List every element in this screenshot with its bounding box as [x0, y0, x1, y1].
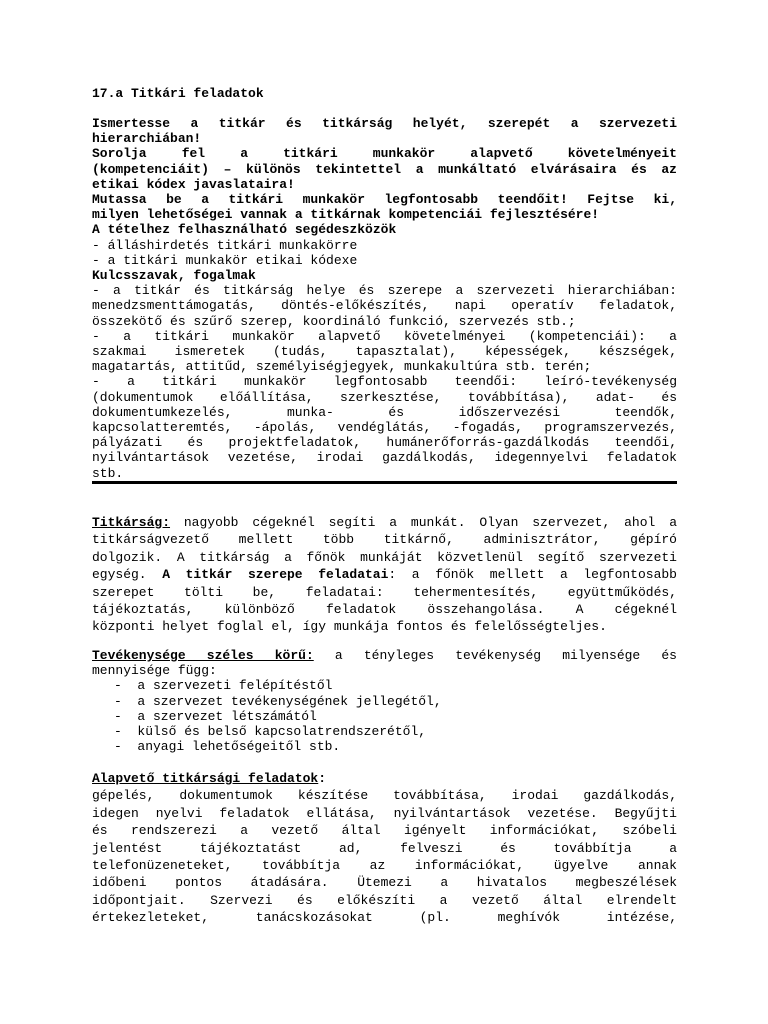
section-divider	[92, 481, 677, 484]
text-line: mennyisége függ:	[92, 663, 217, 679]
text-line: jelentést tájékoztatást ad, felveszi és továbbítja a	[92, 840, 677, 856]
term-basic-tasks: Alapvető titkársági feladatok	[92, 771, 319, 786]
text-line: dokumentumkezelés, munka- és időszervezési teendők,	[92, 404, 677, 420]
text-line	[92, 566, 677, 583]
text-line: szakmai ismeretek (tudás, tapasztalat), képességek, készségek,	[92, 344, 677, 360]
list-item: - a szervezet létszámától	[114, 708, 317, 724]
text-line: és rendszerezi a vezető által igényelt információkat, szóbeli	[92, 823, 677, 839]
keywords-heading: Kulcsszavak, fogalmak	[92, 268, 256, 284]
list-item: - külső és belső kapcsolatrendszerétől,	[114, 724, 427, 740]
tools-item: - a titkári munkakör etikai kódexe	[92, 252, 358, 268]
text-line: idegen nyelvi feladatok ellátása, nyilvántartások vezetése. Begyűjti	[92, 805, 677, 821]
text-line: tájékoztatás, különböző feladatok összehangolása. A cégeknél	[92, 602, 677, 618]
keywords-list	[92, 283, 677, 481]
text-line: titkárságvezető mellett több titkárnő, adminisztrátor, gépíró	[92, 532, 677, 548]
document-title: 17.a Titkári feladatok	[92, 86, 264, 101]
text-line: etikai kódex javaslataira!	[92, 176, 295, 192]
text-line: gépelés, dokumentumok készítése továbbítása, irodai gazdálkodás,	[92, 788, 677, 804]
text-line: időbeni pontos átadására. Ütemezi a hivatalos megbeszélések	[92, 875, 677, 891]
text-line: központi helyet foglal el, így munkája fontos és felelősségteljes.	[92, 619, 607, 635]
text-run: nagyobb cégeknél segíti a munkát. Olyan szervezet, ahol a	[170, 515, 677, 530]
text-line: - a titkári munkakör legfontosabb teendői: leíró-tevékenység	[92, 374, 677, 390]
text-run: :	[318, 771, 327, 786]
text-line: stb.	[92, 465, 124, 481]
text-line: - a titkár és titkárság helye és szerepe a szervezeti hierarchiában:	[92, 283, 677, 299]
text-line: milyen lehetőségei vannak a titkárnak kompetenciái fejlesztésére!	[92, 207, 600, 223]
tools-item: - álláshirdetés titkári munkakörre	[92, 237, 358, 253]
text-line: Ismertesse a titkár és titkárság helyét, szerepét a szervezeti	[92, 116, 677, 131]
text-run: : a főnök mellett a legfontosabb	[388, 567, 677, 583]
text-line: értekezleteket, tanácskozásokat (pl. meghívók intézése,	[92, 910, 677, 926]
text-line: pályázati és projektfeladatok, humánerőforrás-gazdálkodás teendői,	[92, 435, 677, 451]
term-role: A titkár szerepe feladatai	[162, 567, 389, 583]
text-line: összekötő és szűrő szerep, koordináló funkció, szervezés stb.;	[92, 313, 576, 329]
basic-tasks-section	[92, 770, 677, 927]
secretariat-section	[92, 514, 677, 636]
text-line: magatartás, attitűd, személyiségjegyek, munkakultúra stb. terén;	[92, 359, 592, 375]
text-line: időpontjait. Szervezi és előkészíti a vezető által elrendelt	[92, 892, 677, 908]
text-line: - a titkári munkakör alapvető követelményei (kompetenciái): a	[92, 328, 677, 344]
text-line	[92, 648, 677, 663]
text-run: egység.	[92, 567, 163, 583]
text-line: Sorolja fel a titkári munkakör alapvető követelményeit	[92, 146, 677, 162]
text-line: szerepet tölti be, feladatai: tehermentesítés, együttműködés,	[92, 584, 677, 600]
list-item: - a szervezeti felépítéstől	[114, 678, 333, 694]
text-line	[92, 514, 677, 531]
text-line: dolgozik. A titkárság a főnök munkáját közvetlenül segítő szervezeti	[92, 549, 677, 565]
list-item: - a szervezet tevékenységének jellegétől,	[114, 693, 442, 709]
term-secretariat: Titkárság:	[92, 515, 171, 530]
task-block	[92, 116, 677, 481]
text-line: (dokumentumok előállítása, szerkesztése, továbbítása), adat- és	[92, 389, 677, 405]
basic-tasks-heading	[92, 770, 677, 787]
text-line: Mutassa be a titkári munkakör legfontosabb teendőit! Fejtse ki,	[92, 192, 677, 208]
text-line: kapcsolatteremtés, -ápolás, vendéglátás, -fogadás, programszervezés,	[92, 420, 677, 436]
tools-heading: A tételhez felhasználható segédeszközök	[92, 222, 397, 238]
text-run: a tényleges tevékenység milyensége és	[313, 648, 677, 663]
text-line: telefonüzeneteket, továbbítja az információkat, ügyelve annak	[92, 858, 677, 874]
text-line: nyilvántartások vezetése, irodai gazdálkodás, idegennyelvi feladatok	[92, 450, 677, 466]
text-line: hierarchiában!	[92, 131, 202, 147]
text-line: (kompetenciáit) – különös tekintettel a munkáltató elvárásaira és az	[92, 161, 677, 177]
term-activity: Tevékenysége széles körű:	[92, 648, 314, 663]
text-line: menedzsmenttámogatás, döntés-előkészítés, napi operatív feladatok,	[92, 298, 677, 314]
task-description	[92, 116, 677, 222]
list-item: - anyagi lehetőségeitől stb.	[114, 739, 341, 755]
activity-section	[92, 648, 677, 754]
dependency-list	[92, 678, 677, 754]
